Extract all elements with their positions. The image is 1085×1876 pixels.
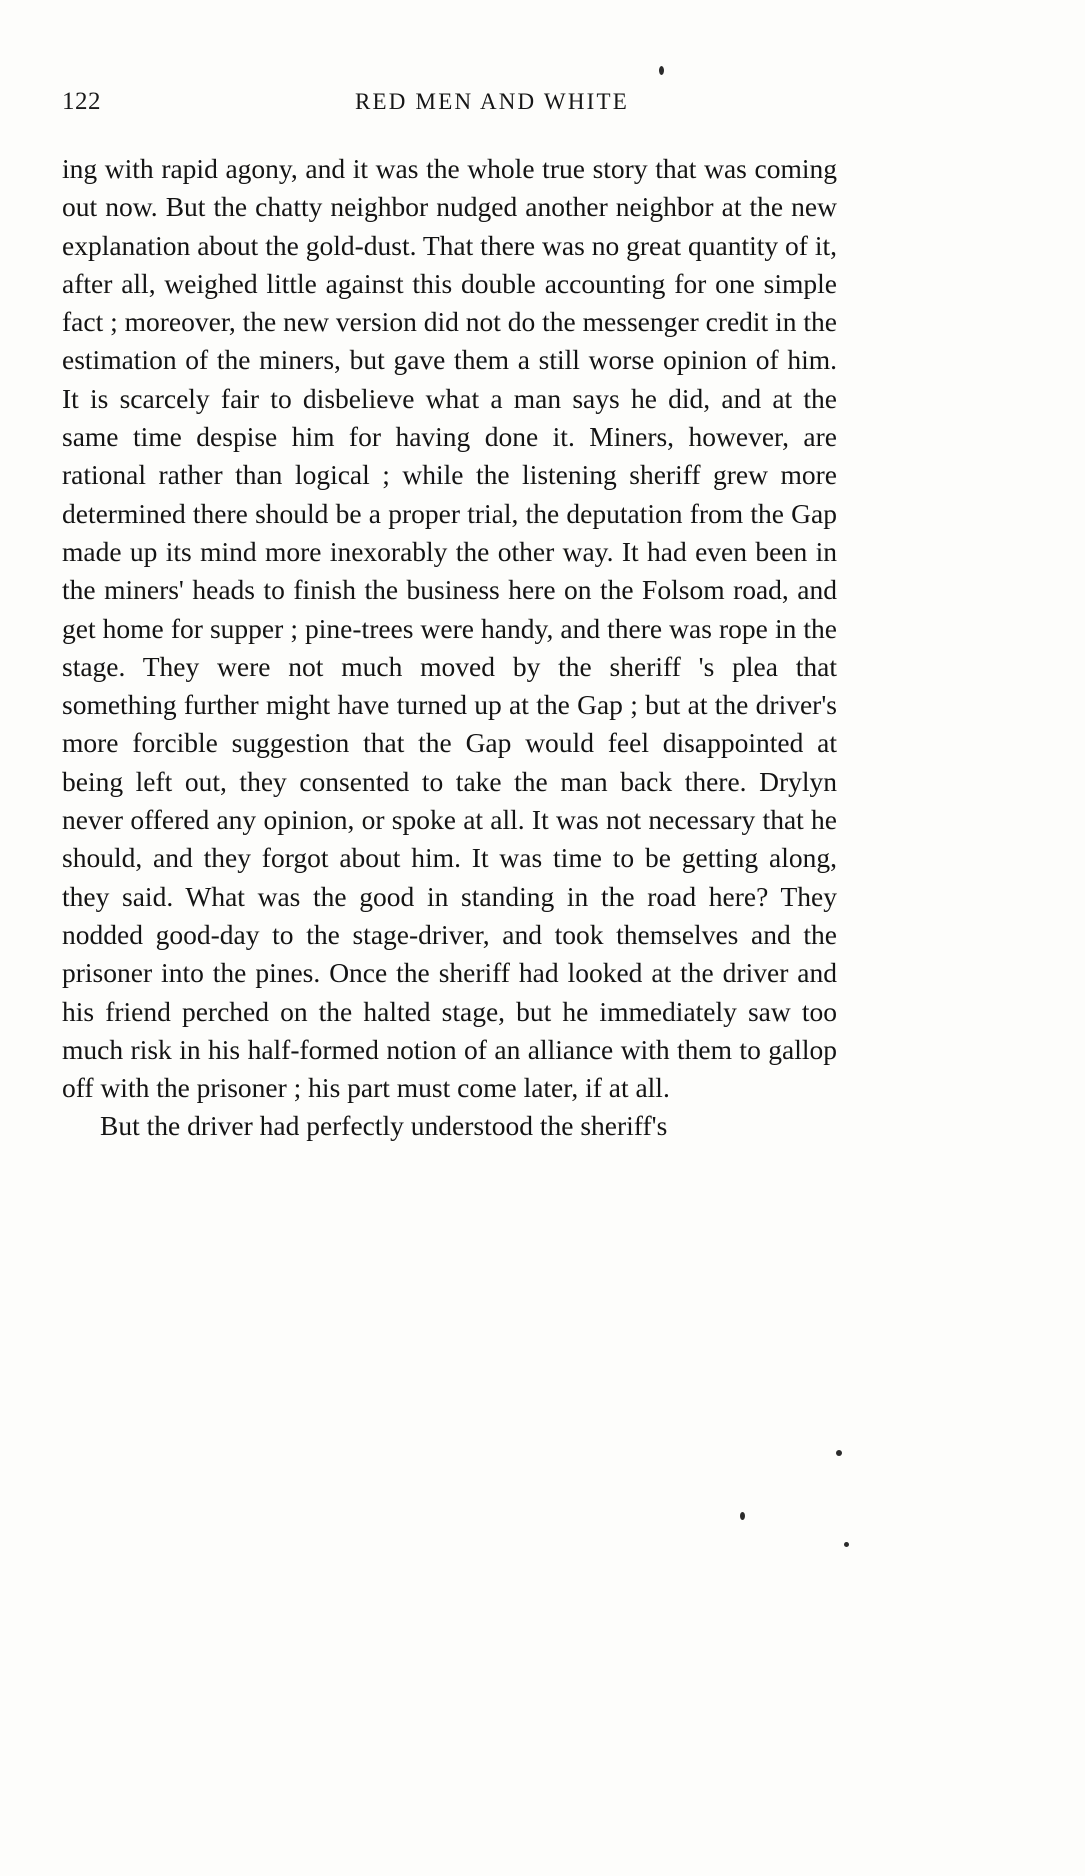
page-body: [62, 150, 837, 1146]
page-speck: [844, 1542, 849, 1547]
page-speck: [740, 1512, 745, 1520]
running-head: [62, 88, 842, 118]
page-speck: [659, 66, 664, 75]
paragraph: ing with rapid agony, and it was the whole true story that was coming out now. But the chatty neighbor nudged another neighbor at the new explanation about the gold-dust. That there was no great quantity of it, after all, weighed little against this double accounting for one simple fact ; moreover, the new version did not do the messenger credit in the estimation of the miners, but gave them a still worse opinion of him. It is scarcely fair to disbelieve what a man says he did, and at the same time despise him for having done it. Miners, however, are rational rather than logical ; while the listening sheriff grew more determined there should be a proper trial, the deputation from the Gap made up its mind more inexorably the other way. It had even been in the miners' heads to finish the business here on the Folsom road, and get home for supper ; pine-trees were handy, and there was rope in the stage. They were not much moved by the sheriff 's plea that something further might have turned up at the Gap ; but at the driver's more forcible suggestion that the Gap would feel disappointed at being left out, they consented to take the man back there. Drylyn never offered any opinion, or spoke at all. It was not necessary that he should, and they forgot about him. It was time to be getting along, they said. What was the good in standing in the road here? They nodded good-day to the stage-driver, and took themselves and the prisoner into the pines. Once the sheriff had looked at the driver and his friend perched on the halted stage, but he immediately saw too much risk in his half-formed notion of an alliance with them to gallop off with the prisoner ; his part must come later, if at all.: [62, 153, 837, 1104]
book-title: RED MEN AND WHITE: [355, 89, 629, 114]
paragraph: But the driver had perfectly understood the sheriff's: [100, 1110, 668, 1142]
page-number: 122: [62, 88, 101, 115]
page-speck: [836, 1450, 842, 1456]
